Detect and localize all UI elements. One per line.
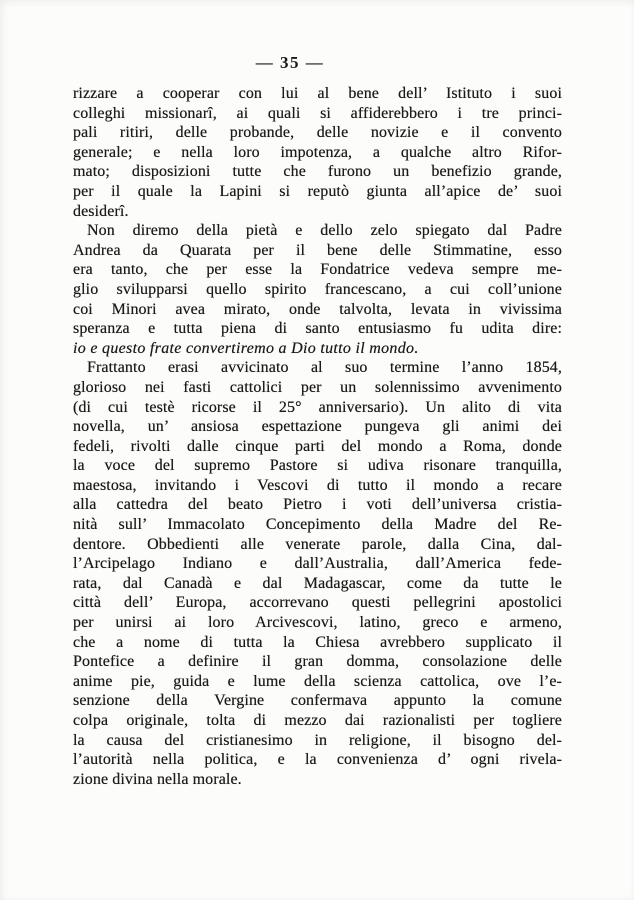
text-line: alla cattedra del beato Pietro i voti dell’universa cristia- [73, 496, 562, 514]
text-line: Pontefice a definire il gran domma, consolazione delle [73, 653, 562, 671]
text-line: desiderî. [73, 202, 129, 220]
text-line: mato; disposizioni tutte che furono un benefizio grande, [73, 163, 562, 181]
text-line: città dell’ Europa, accorrevano questi pellegrini apostolici [73, 594, 562, 612]
text-line: glio svilupparsi quello spirito francescano, a cui coll’unione [73, 280, 562, 298]
text-line: che a nome di tutta la Chiesa avrebbero supplicato il [73, 633, 562, 651]
text-line: colleghi missionarî, ai quali si affiderebbero i tre princi- [73, 104, 562, 122]
text-line: pali ritiri, delle probande, delle novizie e il convento [73, 124, 562, 142]
paragraph [73, 358, 562, 789]
text-line: speranza e tutta piena di santo entusiasmo fu udita dire: [73, 320, 562, 338]
text-line: dentore. Obbedienti alle venerate parole, dalla Cina, dal- [73, 535, 562, 553]
text-line: Non diremo della pietà e dello zelo spiegato dal Padre [87, 222, 562, 240]
text-line: la voce del supremo Pastore si udiva risonare tranquilla, [73, 457, 562, 475]
text-line: fedeli, rivolti dalle cinque parti del mondo a Roma, donde [73, 437, 562, 455]
text-line: per unirsi ai loro Arcivescovi, latino, greco e armeno, [73, 614, 562, 632]
text-line: maestosa, invitando i Vescovi di tutto il mondo a recare [73, 476, 562, 494]
paragraph [73, 84, 562, 221]
paragraph [73, 221, 562, 358]
text-line: (di cui testè ricorse il 25° anniversario). Un alito di vita [73, 398, 562, 416]
text-line: era tanto, che per esse la Fondatrice vedeva sempre me- [73, 261, 562, 279]
text-line: coi Minori avea mirato, onde talvolta, levata in vivissima [73, 300, 562, 318]
text-line: colpa originale, tolta di mezzo dai razionalisti per togliere [73, 712, 562, 729]
text-line: novella, un’ ansiosa espettazione pungeva gli animi dei [73, 418, 562, 436]
text-line: anime pie, guida e lume della scienza cattolica, ove l’e- [73, 672, 562, 690]
text-line: zione divina nella morale. [73, 770, 242, 788]
page-number: — 35 — [255, 53, 325, 72]
text-line: io e questo frate convertiremo a Dio tutto il mondo. [73, 339, 419, 357]
text-line: per il quale la Lapini si reputò giunta all’apice de’ suoi [73, 182, 562, 200]
text-line: senzione della Vergine confermava appunto la comune [73, 692, 562, 710]
text-line: Andrea da Quarata per il bene delle Stimmatine, esso [73, 241, 562, 259]
text-line: glorioso nei fasti cattolici per un solennissimo avvenimento [73, 378, 562, 396]
text-line: nità sull’ Immacolato Concepimento della Madre del Re- [73, 516, 562, 534]
text-line: rizzare a cooperar con lui al bene dell’ Istituto i suoi [73, 85, 562, 102]
text-block [73, 84, 562, 789]
text-line: rata, dal Canadà e dal Madagascar, come da tutte le [73, 574, 562, 592]
text-line: generale; e nella loro impotenza, a qualche altro Rifor- [73, 143, 562, 161]
text-line: l’Arcipelago Indiano e dall’Australia, dall’America fede- [73, 555, 562, 573]
text-line: Frattanto erasi avvicinato al suo termine l’anno 1854, [87, 359, 562, 377]
text-line: l’autorità nella politica, e la convenienza d’ ogni rivela- [73, 751, 562, 769]
text-line: la causa del cristianesimo in religione, il bisogno del- [73, 731, 562, 749]
